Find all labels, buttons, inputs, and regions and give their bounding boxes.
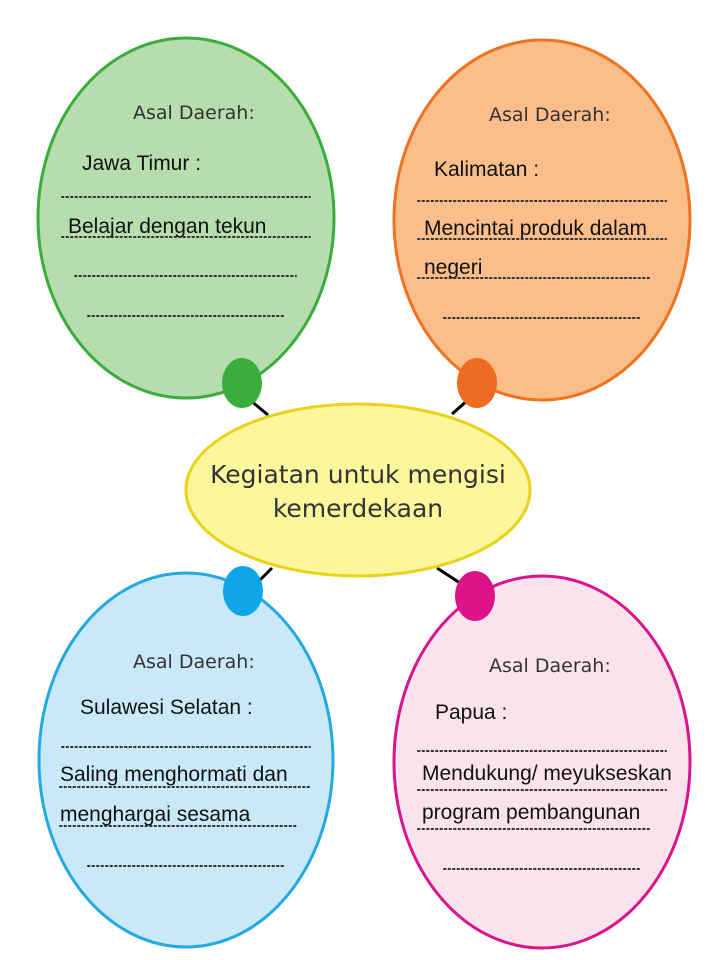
bubble-top-right-heading: Asal Daerah: [489,104,611,126]
connector-bottom-right [437,568,460,583]
center-topic [186,404,530,576]
bubble-top-left-answer-1: Belajar dengan tekun [68,215,267,238]
bubble-bottom-left-shape [39,573,333,947]
bubble-bottom-left [39,566,333,947]
knob-bottom-right [455,571,495,621]
bubble-top-right-answer-1: Mencintai produk dalam [424,217,647,240]
bubble-bottom-right-answer-1: Mendukung/ meyukseskan [422,762,672,785]
knob-top-left [222,358,262,408]
center-topic-line-2: kemerdekaan [272,494,444,523]
center-topic-line-1: Kegiatan untuk mengisi [210,460,506,489]
bubble-bottom-left-answer-1: Saling menghormati dan [60,763,288,786]
bubble-top-right-answer-2: negeri [424,256,483,279]
bubble-top-left-heading: Asal Daerah: [133,102,255,124]
bubble-bottom-right-heading: Asal Daerah: [489,655,611,677]
bubble-top-right-region: Kalimatan : [434,158,540,181]
bubble-bottom-right-region: Papua : [435,701,508,724]
bubble-bottom-left-region: Sulawesi Selatan : [80,696,253,719]
bubble-bottom-right-answer-2: program pembangunan [422,801,641,824]
knob-top-right [457,358,497,408]
bubble-top-left [38,38,334,408]
bubble-top-left-region: Jawa Timur : [82,152,202,175]
bubble-top-right [394,40,690,408]
bubble-bottom-left-heading: Asal Daerah: [133,651,255,673]
bubble-bottom-right [394,571,690,948]
knob-bottom-left [223,566,263,616]
center-topic-shape [186,404,530,576]
bubble-bottom-left-answer-2: menghargai sesama [60,803,251,826]
